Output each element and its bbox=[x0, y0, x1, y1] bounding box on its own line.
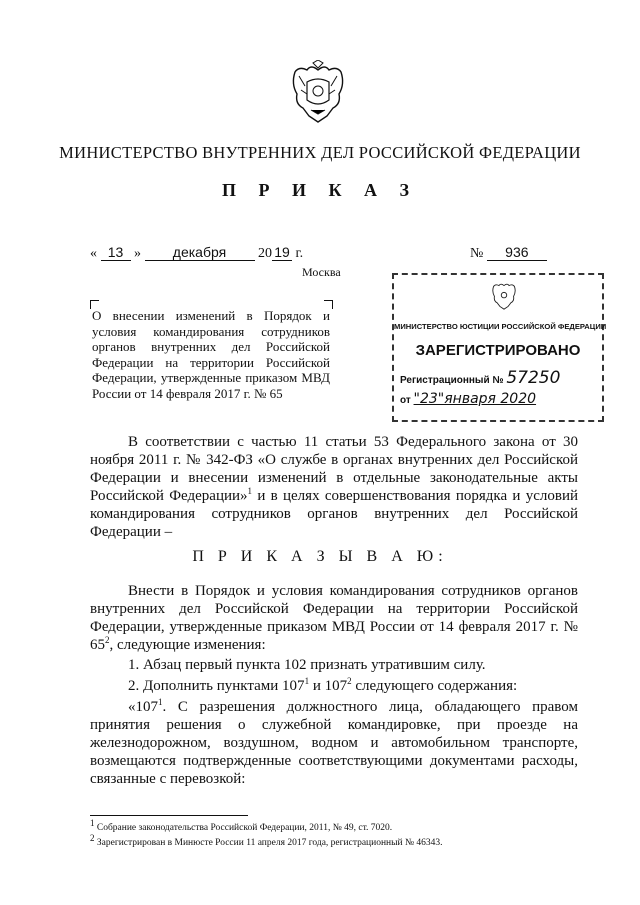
order-heading: П Р И К А З Ы В А Ю: bbox=[192, 548, 448, 565]
preamble-paragraph bbox=[90, 433, 578, 541]
item-2 bbox=[90, 677, 578, 695]
item-1: 1. Абзац первый пункта 102 признать утратившим силу. bbox=[128, 657, 486, 673]
order-subject: О внесении изменений в Порядок и условия командирования сотрудников органов внутренних дел Российской Федерации на территории Российской Федерации, утвержденные приказом МВД России от 14 февраля 2017 г. № 65 bbox=[92, 308, 330, 401]
stamp-registration bbox=[400, 368, 560, 388]
footnote-ref-1: 1 bbox=[247, 486, 253, 496]
item-2-sup-1: 1 bbox=[304, 676, 310, 686]
footnote-1-mark: 1 bbox=[90, 818, 95, 828]
date-month: декабря bbox=[145, 244, 255, 261]
point-107-1-paragraph bbox=[90, 698, 578, 788]
number-label: № bbox=[470, 246, 484, 261]
date-year-suffix: 19 bbox=[272, 244, 292, 261]
stamp-date-value: "23"января 2020 bbox=[413, 391, 537, 407]
item-2-text-b: и 107 bbox=[309, 678, 348, 694]
stamp-date bbox=[400, 391, 536, 407]
stamp-emblem-icon bbox=[490, 281, 518, 311]
stamp-reg-label: Регистрационный № bbox=[400, 375, 504, 386]
coat-of-arms-icon bbox=[289, 60, 347, 126]
date-close-quote: » bbox=[134, 246, 141, 261]
item-2-text-a: 2. Дополнить пунктами 107 bbox=[128, 678, 305, 694]
date-year-mark: г. bbox=[295, 246, 304, 261]
stamp-date-label: от bbox=[400, 395, 411, 406]
number-value: 936 bbox=[487, 244, 547, 261]
date-year-prefix: 20 bbox=[258, 246, 272, 261]
footnote-1-text: Собрание законодательства Российской Федерации, 2011, № 49, ст. 7020. bbox=[94, 823, 393, 834]
item-2-text-c: следующего содержания: bbox=[351, 678, 518, 694]
amendment-intro-text-b: , следующие изменения: bbox=[109, 637, 266, 653]
document-type: П Р И К А З bbox=[221, 180, 419, 200]
footnote-2-mark: 2 bbox=[90, 833, 95, 843]
footnote-2-text: Зарегистрирован в Минюсте России 11 апреля 2017 года, регистрационный № 46343. bbox=[94, 838, 443, 849]
footnote-2 bbox=[90, 833, 443, 849]
amendment-intro-text-a: Внести в Порядок и условия командирования сотрудников органов внутренних дел Российской Федерации на территории Российской Федерации, утвержденные приказом МВД России от 14 февраля 2017 г. № 65 bbox=[90, 583, 578, 653]
registration-stamp bbox=[392, 273, 607, 422]
point-107-sup: 1 bbox=[158, 697, 163, 707]
point-107-text-b: . С разрешения должностного лица, обладающего правом принятия решения о служебной командировке, при проезде на железнодорожном, воздушном, водном и автомобильном транспорте, возмещаются подтвержденные соответствующими документами расходы, связанные с перевозкой: bbox=[90, 699, 578, 787]
point-107-text-a: «107 bbox=[128, 699, 158, 715]
order-number bbox=[470, 244, 547, 262]
footnote-ref-2: 2 bbox=[105, 635, 110, 645]
date-open-quote: « bbox=[90, 246, 97, 261]
date-day: 13 bbox=[101, 244, 131, 261]
item-2-sup-2: 2 bbox=[347, 676, 352, 686]
preamble-text-a: В соответствии с частью 11 статьи 53 Федерального закона от 30 ноября 2011 г. № 342-ФЗ «О службе в органах внутренних дел Российской Федерации и внесении изменений в отдельные законодательные акты Российской Федерации» bbox=[90, 434, 578, 504]
city: Москва bbox=[302, 265, 341, 279]
stamp-status: ЗАРЕГИСТРИРОВАНО bbox=[415, 342, 581, 359]
stamp-ministry: МИНИСТЕРСТВО ЮСТИЦИИ РОССИЙСКОЙ ФЕДЕРАЦИИ bbox=[394, 322, 607, 331]
footnote-1 bbox=[90, 818, 393, 834]
stamp-reg-number: 57250 bbox=[506, 368, 561, 388]
ministry-name: МИНИСТЕРСТВО ВНУТРЕННИХ ДЕЛ РОССИЙСКОЙ ФЕДЕРАЦИИ bbox=[59, 143, 581, 162]
order-date bbox=[90, 244, 303, 262]
footnote-divider bbox=[90, 815, 248, 816]
amendment-intro-paragraph bbox=[90, 582, 578, 654]
preamble-text-b: и в целях совершенствования порядка и условий командирования сотрудников органов внутренних дел Российской Федерации – bbox=[90, 488, 579, 540]
